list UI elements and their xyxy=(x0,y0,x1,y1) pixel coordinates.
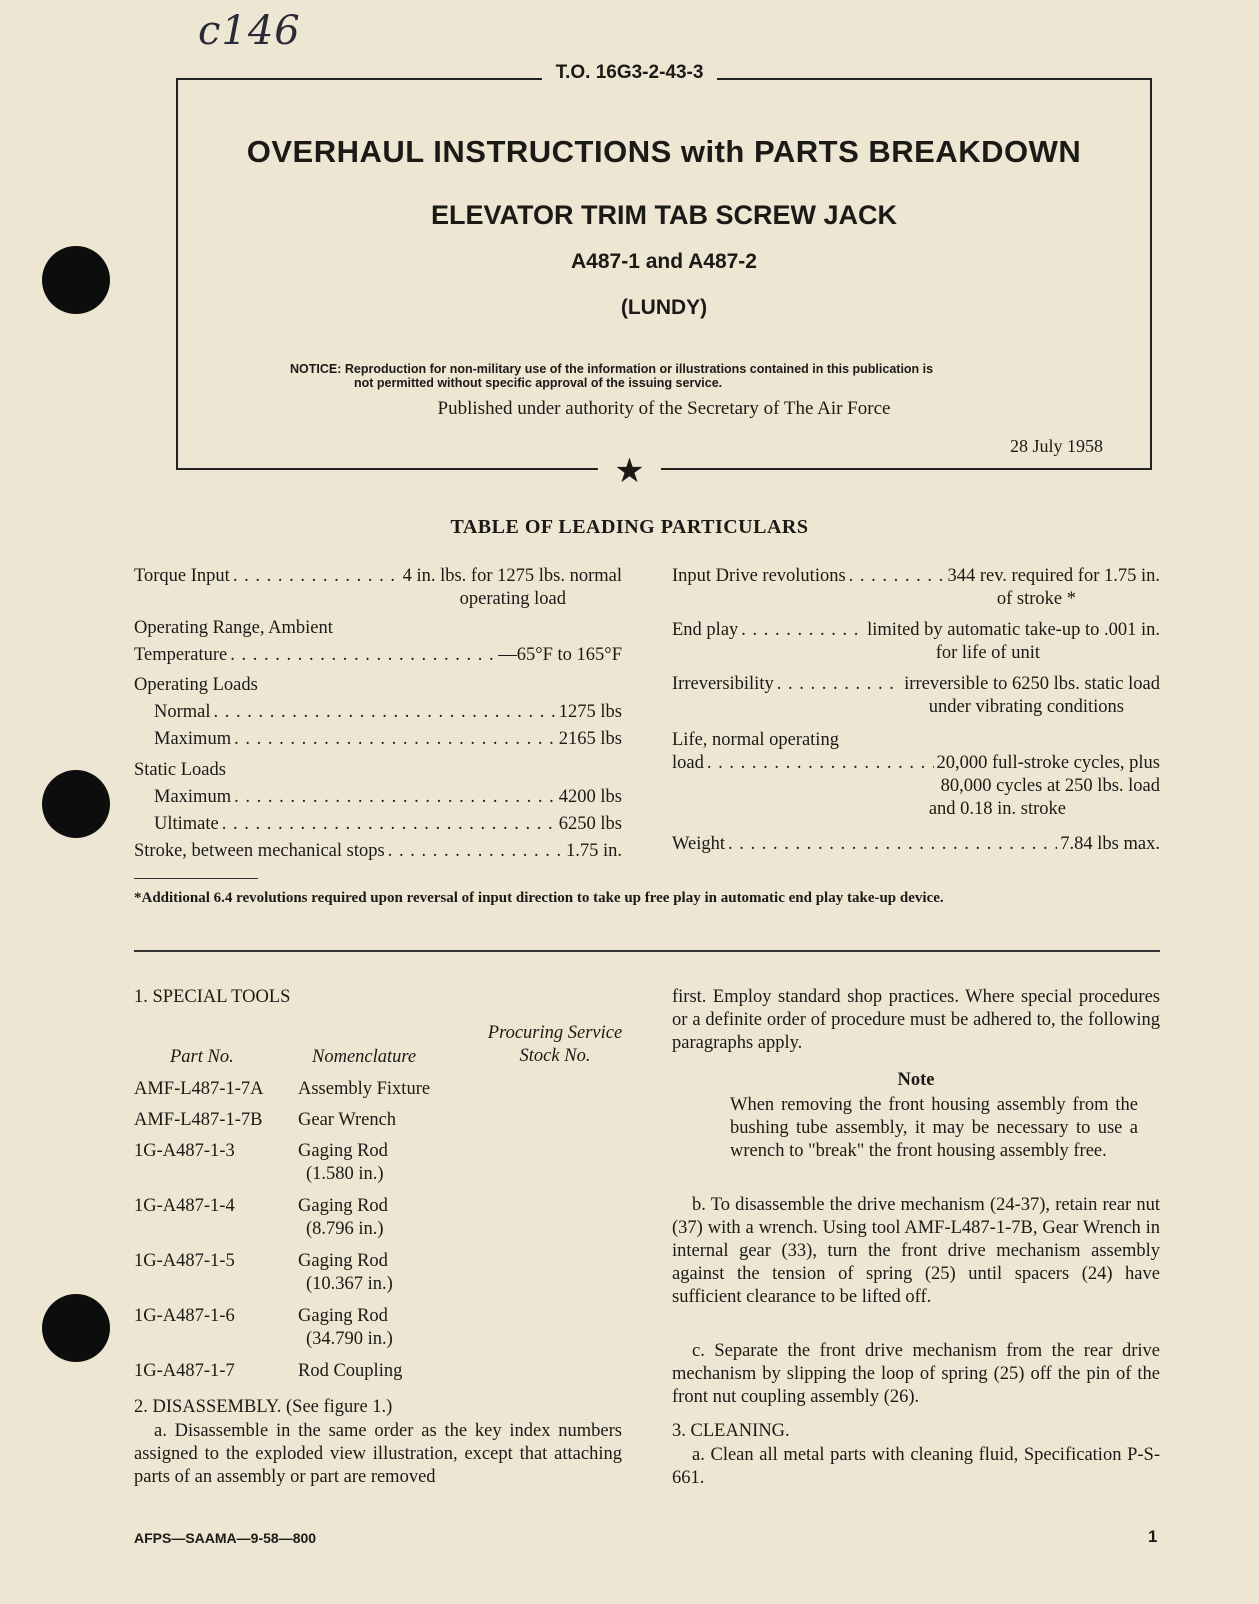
special-tools-table xyxy=(134,1078,634,1391)
cleaning-para-a: a. Clean all metal parts with cleaning fluid, Specification P-S-661. xyxy=(672,1445,1160,1488)
table-row: 1G-A487-1-7 Rod Coupling xyxy=(134,1361,403,1381)
disassembly-para-a: a. Disassemble in the same order as the key index numbers assigned to the exploded view illustration, except that attaching parts of an assembly or part are removed xyxy=(134,1421,622,1487)
manufacturer: (LUNDY) xyxy=(620,296,708,319)
print-code: AFPS—SAAMA—9-58—800 xyxy=(134,1530,317,1546)
footnote: *Additional 6.4 revolutions required upon reversal of input direction to take up free play in automatic end play take-up device. xyxy=(134,890,944,906)
table-row: 1G-A487-1-4 Gaging Rod (8.796 in.) xyxy=(134,1196,388,1239)
punch-hole-bottom xyxy=(42,1294,110,1362)
table-row: AMF-L487-1-7B Gear Wrench xyxy=(134,1110,397,1130)
notice: NOTICE: Reproduction for non-military use of the information or illustrations contained in this publication is not permitted without specific approval of the issuing service. xyxy=(290,362,934,390)
model-numbers: A487-1 and A487-2 xyxy=(571,250,757,273)
disassembly-para-b: b. To disassemble the drive mechanism (24-37), retain rear nut (37) with a wrench. Using tool AMF-L487-1-7B, Gear Wrench in internal gear (33), turn the front drive mechanism assembly against the tension of spring (25) until spacers (24) have sufficient clearance to be lifted off. xyxy=(672,1195,1160,1307)
cleaning-heading: 3. CLEANING. xyxy=(672,1421,790,1441)
static-ultimate: Ultimate . . . 6250 lbs xyxy=(134,813,622,836)
torque-input: Torque Input . . . 4 in. lbs. for 1275 lbs. normal xyxy=(134,565,622,588)
input-drive: Input Drive revolutions . . . 344 rev. required for 1.75 in. xyxy=(672,565,1160,588)
section-divider xyxy=(134,950,1160,952)
particulars-right-column: Input Drive revolutions . . . 344 rev. required for 1.75 in. of stroke * End play . . . limited by automatic take-up to .001 in. for life of unit Irreversibility . . . irreversible to 6250 lbs. static load under vibrating conditions Life, normal operating load . . . 20,000 full-stroke cycles, plus 80,000 cycles at 250 lbs. load and 0.18 in. stroke Weight . . . 7.84 lbs max. xyxy=(672,565,1160,856)
punch-hole-top xyxy=(42,246,110,314)
end-play: End play . . . limited by automatic take-up to .001 in. xyxy=(672,619,1160,642)
weight: Weight . . . 7.84 lbs max. xyxy=(672,833,1160,856)
table-row: 1G-A487-1-3 Gaging Rod (1.580 in.) xyxy=(134,1141,388,1184)
disassembly-heading: 2. DISASSEMBLY. (See figure 1.) xyxy=(134,1397,393,1417)
punch-hole-middle xyxy=(42,770,110,838)
operating-range: Temperature . . . —65°F to 165°F xyxy=(134,644,622,667)
to-number: T.O. 16G3-2-43-3 xyxy=(0,62,1259,84)
publication-date: 28 July 1958 xyxy=(1010,436,1104,456)
maximum-load: Maximum . . . 2165 lbs xyxy=(134,728,622,751)
life-normal: load . . . 20,000 full-stroke cycles, plus xyxy=(672,752,1160,775)
special-tools-heading: 1. SPECIAL TOOLS xyxy=(134,987,291,1007)
table-row: AMF-L487-1-7A Assembly Fixture xyxy=(134,1079,431,1099)
table-row: 1G-A487-1-6 Gaging Rod (34.790 in.) xyxy=(134,1306,393,1349)
footnote-rule xyxy=(134,878,258,879)
col-procuring: Procuring Service Stock No. xyxy=(487,1023,623,1066)
publication-authority: Published under authority of the Secretary of The Air Force xyxy=(437,398,891,419)
note-heading: Note xyxy=(897,1070,935,1090)
page-number: 1 xyxy=(1148,1527,1158,1546)
disassembly-para-c: c. Separate the front drive mechanism from the rear drive mechanism by slipping the loop of spring (25) off the pin of the front nut coupling assembly (26). xyxy=(672,1341,1160,1407)
document-subtitle: ELEVATOR TRIM TAB SCREW JACK xyxy=(430,200,897,230)
col-nomenclature: Nomenclature xyxy=(312,1047,417,1067)
notice-label: NOTICE: xyxy=(290,362,342,376)
stroke: Stroke, between mechanical stops . . . 1.75 in. xyxy=(134,840,622,863)
document-title: OVERHAUL INSTRUCTIONS with PARTS BREAKDOWN xyxy=(246,134,1082,169)
static-maximum: Maximum . . . 4200 lbs xyxy=(134,786,622,809)
particulars-left-column: Torque Input . . . 4 in. lbs. for 1275 lbs. normal operating load Operating Range, Ambient Temperature . . . —65°F to 165°F Operating Loads Normal . . . 1275 lbs Maximum . . . 2165 lbs Static Loads Maximum . . . 4200 lbs Ultimate . . . 6250 lbs Stroke, between mechanical stops . . . 1.75 in. xyxy=(134,565,622,863)
normal-load: Normal . . . 1275 lbs xyxy=(134,701,622,724)
handwritten-code: c146 xyxy=(198,8,301,54)
irreversibility: Irreversibility . . . irreversible to 6250 lbs. static load xyxy=(672,673,1160,696)
particulars-heading: TABLE OF LEADING PARTICULARS xyxy=(450,516,809,538)
note-text: When removing the front housing assembly from the bushing tube assembly, it may be necessary to use a wrench to "break" the front housing assembly free. xyxy=(730,1095,1138,1161)
disassembly-para-a-continued: first. Employ standard shop practices. Where special procedures or a definite order of procedure must be adhered to, the following paragraphs apply. xyxy=(672,987,1160,1053)
table-row: 1G-A487-1-5 Gaging Rod (10.367 in.) xyxy=(134,1251,393,1294)
star-icon: ★ xyxy=(0,455,1259,489)
col-part-no: Part No. xyxy=(170,1047,234,1067)
